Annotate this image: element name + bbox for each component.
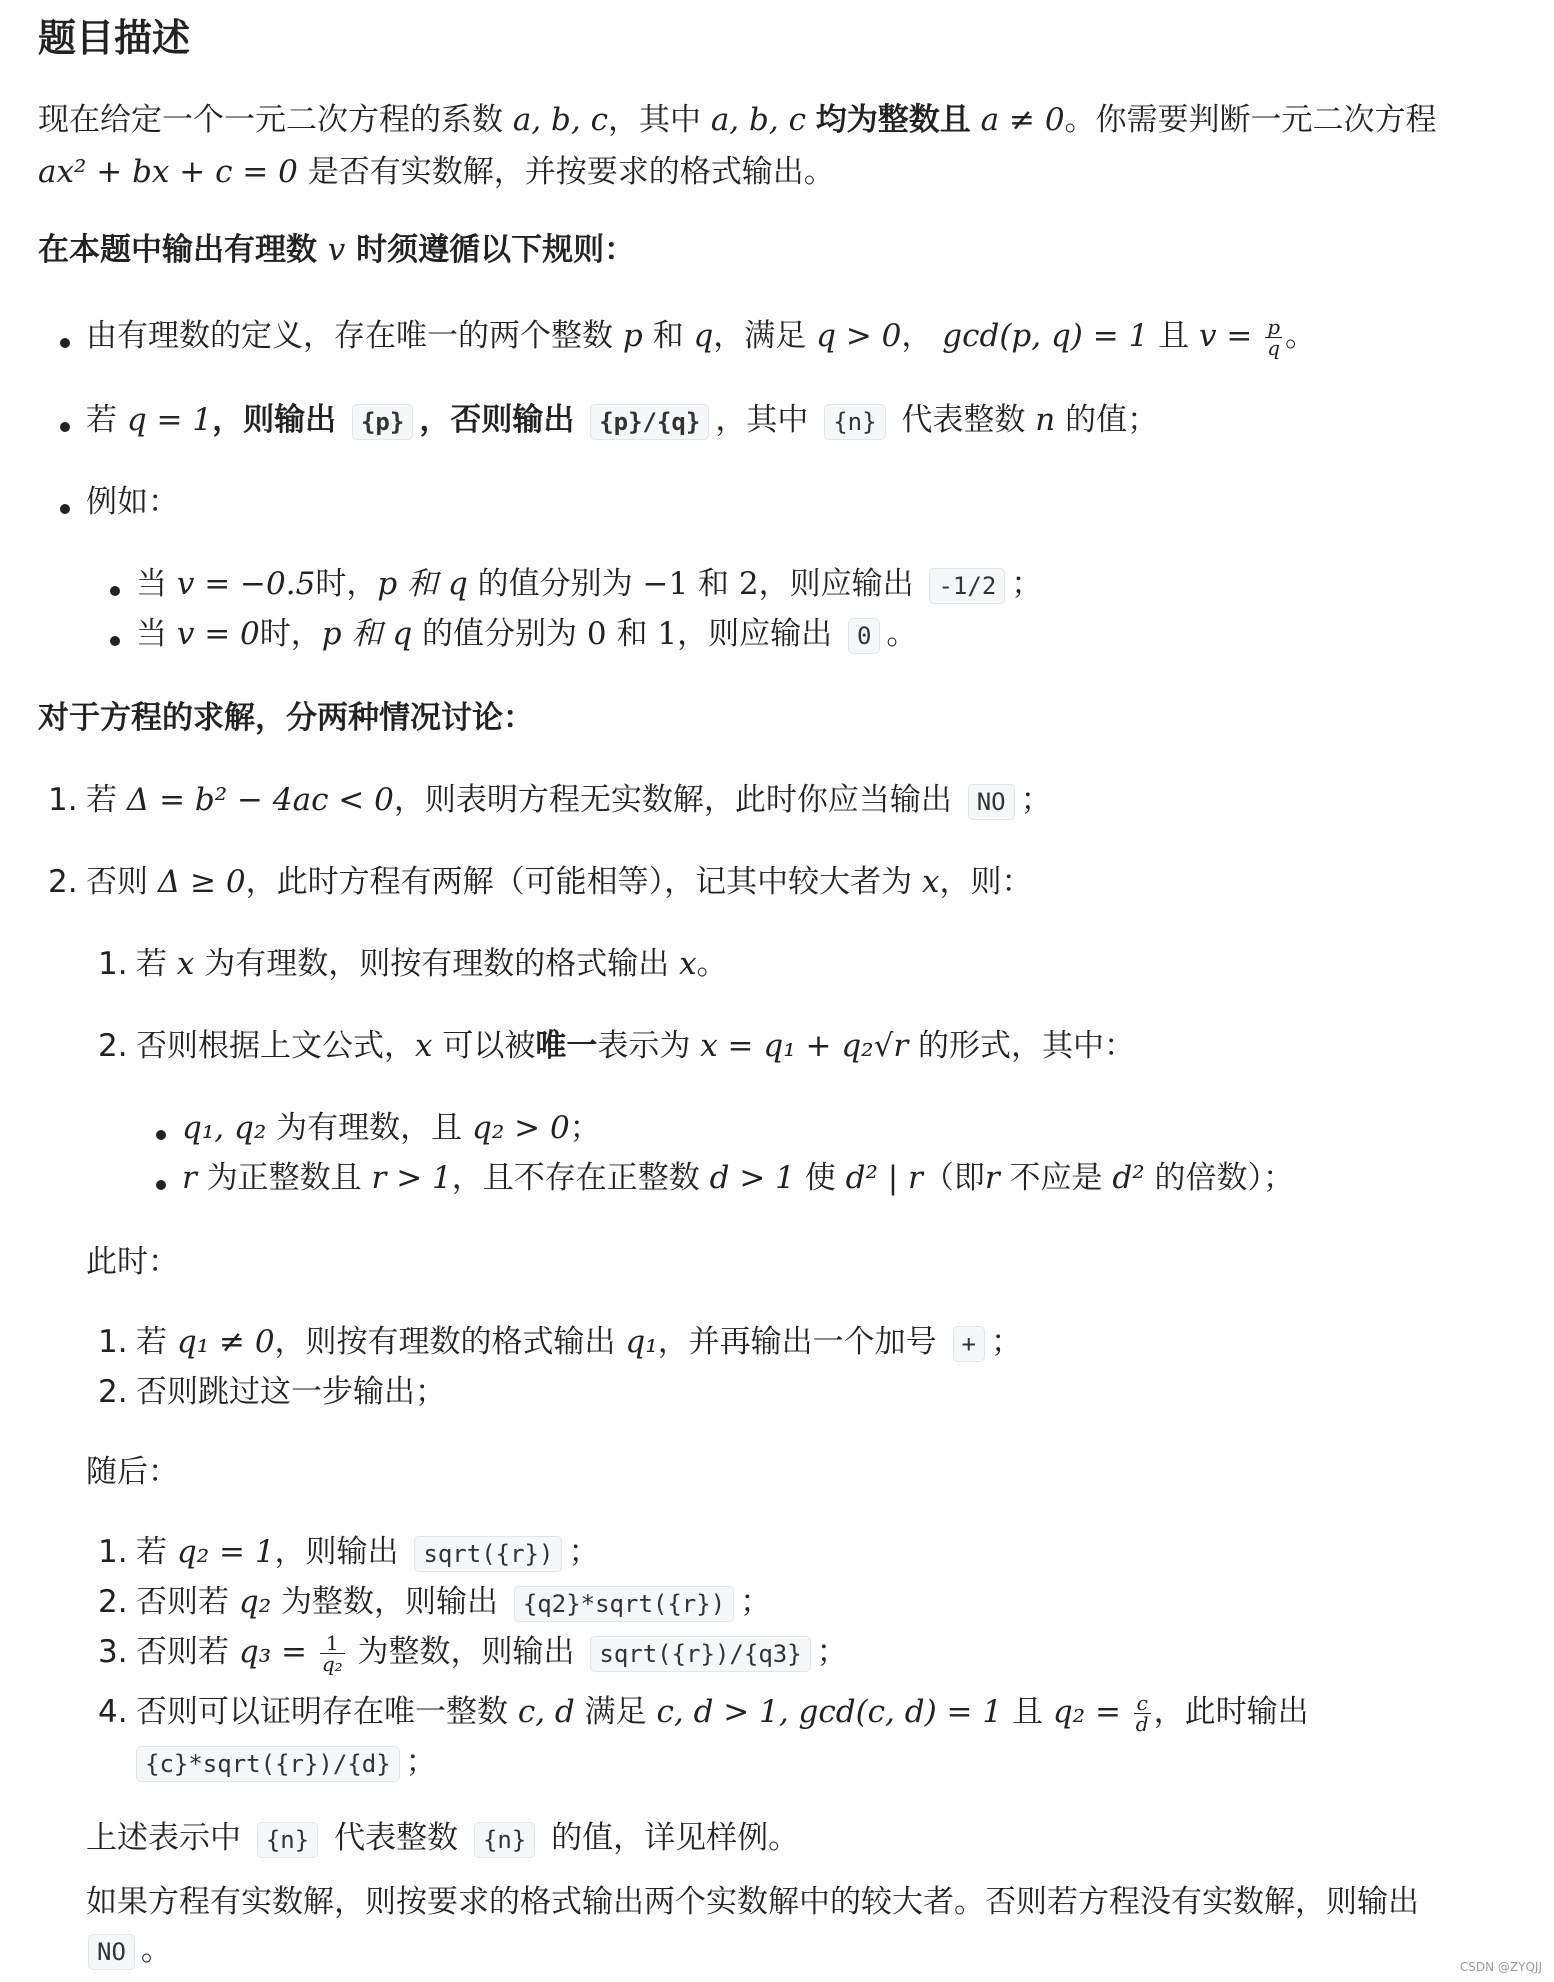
math-v-value: v = −0.5 [176, 566, 316, 602]
text: 为正整数且 [206, 1160, 362, 1196]
inline-code: {n} [257, 1822, 318, 1858]
text: 否则 [86, 864, 148, 900]
math-q1-neq-0: q₁ ≠ 0 [176, 1324, 275, 1360]
text: ，且不存在正整数 [451, 1160, 700, 1196]
text: 否则可以证明存在唯一整数 [136, 1694, 508, 1730]
text: 为有理数，且 [276, 1110, 463, 1146]
math-r: r [182, 1160, 197, 1196]
text: ； [991, 1324, 1022, 1360]
now-item-1 [136, 1320, 1022, 1364]
text: 可以被 [442, 1028, 536, 1064]
inline-code: {p}/{q} [590, 404, 709, 440]
text: 若 [136, 946, 167, 982]
text: 为有理数，则按有理数的格式输出 [204, 946, 670, 982]
text: 为整数，则输出 [357, 1634, 575, 1670]
example-2 [136, 612, 917, 656]
list-number: 4. [98, 1694, 128, 1730]
text: 当 [136, 616, 167, 652]
text: 和 [616, 616, 648, 652]
page-title: 题目描述 [38, 16, 191, 60]
math-discriminant: Δ = b² − 4ac < 0 [126, 782, 394, 818]
text: 的倍数）； [1154, 1160, 1295, 1196]
math-c-d: c, d [517, 1694, 575, 1730]
math-v-eq: v = [1199, 318, 1253, 354]
math-p-and-q: p 和 q [321, 616, 413, 652]
math-discriminant: Δ ≥ 0 [157, 864, 246, 900]
text: 不应是 [1009, 1160, 1103, 1196]
text: 。 [1285, 318, 1317, 354]
text: 否则若 [136, 1634, 229, 1670]
now-heading: 此时： [86, 1244, 179, 1280]
math-equation: ax² + bx + c = 0 [38, 154, 298, 190]
text: ； [569, 1110, 601, 1146]
text: 满足 [584, 1694, 647, 1730]
text: 时， [259, 616, 322, 652]
bullet [156, 1130, 166, 1140]
sub-case-2 [136, 1024, 1135, 1068]
heading-text: 在本题中输出有理数 [38, 232, 317, 268]
math-divides: d² | r [845, 1160, 923, 1196]
fraction-c-over-d [1134, 1693, 1151, 1734]
then-item-4-code [130, 1740, 437, 1784]
text: ，则： [939, 864, 1033, 900]
then-item-1 [136, 1530, 599, 1574]
frac-top: 1 [320, 1633, 345, 1654]
then-item-3 [136, 1630, 848, 1674]
text: ，则表明方程无实数解，此时你应当输出 [393, 782, 952, 818]
rule-heading [38, 228, 635, 272]
text: 代表整数 [901, 402, 1026, 438]
inline-code: -1/2 [929, 568, 1005, 604]
text: ，满足 [713, 318, 807, 354]
case-1 [86, 778, 1052, 822]
sub-case-2-bullet-1 [182, 1106, 601, 1150]
fraction-1-over-q2 [320, 1633, 345, 1674]
final-line-2 [82, 1928, 172, 1972]
text: ； [405, 1744, 437, 1780]
math-q: q [693, 318, 714, 354]
text: ； [816, 1634, 848, 1670]
math-q-eq-1: q = 1 [126, 402, 213, 438]
inline-code: NO [968, 784, 1015, 820]
inline-code: {p} [352, 404, 413, 440]
rule-bullet-3: 例如： [86, 484, 179, 520]
math-x: x [176, 946, 195, 982]
then-item-2 [136, 1580, 771, 1624]
example-1 [136, 562, 1042, 606]
text: 的值； [1065, 402, 1159, 438]
fraction-p-over-q [1265, 317, 1282, 358]
inline-code: sqrt({r}) [414, 1536, 562, 1572]
text: 使 [804, 1160, 836, 1196]
text: 当 [136, 566, 167, 602]
inline-code: {n} [824, 404, 885, 440]
rule-bullet-1: 由有理数的定义，存在唯一的两个整数 p 和 q，满足 q > 0， gcd(p, q) = 1 且 v = $\frac{p}{q}$ 。 [86, 315, 1317, 360]
text: 上述表示中 [86, 1820, 241, 1856]
text: ，此时输出 [1153, 1694, 1309, 1730]
text: 且 [1158, 318, 1190, 354]
text: 由有理数的定义，存在唯一的两个整数 [86, 318, 613, 354]
inline-code: {n} [474, 1822, 535, 1858]
math-q2: q₂ [238, 1584, 272, 1620]
bullet [60, 504, 70, 514]
frac-bottom: q₂ [321, 1652, 343, 1676]
text: 。 [886, 616, 918, 652]
text: 若 [86, 782, 117, 818]
text: ； [1011, 566, 1043, 602]
inline-code: + [953, 1326, 985, 1362]
inline-code: sqrt({r})/{q3} [590, 1636, 810, 1672]
math-x: x [922, 864, 940, 900]
text: 。 [696, 946, 728, 982]
text: 的值，详见样例。 [551, 1820, 800, 1856]
heading-text: 时须遵循以下规则： [356, 232, 636, 268]
final-line-1: 如果方程有实数解，则按要求的格式输出两个实数解中的较大者。否则若方程没有实数解，则输出 [86, 1884, 1419, 1920]
math-a-neq-0: a ≠ 0 [980, 102, 1065, 138]
list-number: 2. [98, 1028, 128, 1064]
watermark: CSDN @ZYQJJ [1459, 1960, 1542, 1974]
intro-text: 现在给定一个一元二次方程的系数 [38, 102, 503, 138]
inline-code: NO [88, 1934, 135, 1970]
text: 的形式，其中： [918, 1028, 1136, 1064]
math-value: 2 [738, 566, 759, 602]
bold-text: 唯一 [535, 1028, 598, 1064]
sub-case-1 [136, 942, 728, 986]
text: 代表整数 [334, 1820, 459, 1856]
solve-heading: 对于方程的求解，分两种情况讨论： [38, 700, 534, 736]
representation-note [86, 1816, 799, 1860]
text: 若 [86, 402, 117, 438]
intro-text: 。你需要判断一元二次方程 [1064, 102, 1437, 138]
bold-text: ，否则输出 [419, 402, 575, 438]
text: ； [740, 1584, 772, 1620]
intro-text: 是否有实数解，并按要求的格式输出。 [307, 154, 835, 190]
then-item-4 [136, 1690, 1309, 1734]
text: 若 [136, 1324, 167, 1360]
math-d-squared: d² [1112, 1160, 1145, 1196]
math-p-and-q: p 和 q [377, 566, 468, 602]
text: ，则应输出 [758, 566, 914, 602]
list-number: 2. [98, 1374, 128, 1410]
frac-bottom: d [1135, 1712, 1149, 1736]
inline-code: {c}*sqrt({r})/{d} [136, 1746, 400, 1782]
then-heading: 随后： [86, 1454, 179, 1490]
now-item-2: 否则跳过这一步输出； [136, 1374, 446, 1410]
bullet [156, 1180, 166, 1190]
frac-top: c [1134, 1693, 1151, 1714]
sub-case-2-bullet-2 [182, 1156, 1294, 1200]
text: 为整数，则输出 [281, 1584, 498, 1620]
bullet [110, 586, 120, 596]
math-p: p [622, 318, 643, 354]
text: ，此时方程有两解（可能相等），记其中较大者为 [245, 864, 913, 900]
text: 。 [140, 1932, 172, 1968]
math-v-value: v = 0 [176, 616, 260, 652]
text: ，则应输出 [677, 616, 833, 652]
math-gcd: gcd(p, q) = 1 [942, 318, 1149, 354]
text: 否则若 [136, 1584, 229, 1620]
text: ； [1020, 782, 1052, 818]
math-x: x [415, 1028, 433, 1064]
math-q2-eq: q₂ = [1052, 1694, 1121, 1730]
bullet [110, 636, 120, 646]
text: ，其中 [715, 402, 809, 438]
math-q-gt-0: q > 0 [816, 318, 902, 354]
math-abc: a, b, c [512, 102, 608, 138]
math-d-gt-1: d > 1 [709, 1160, 795, 1196]
bold-text: ，则输出 [212, 402, 337, 438]
text: ，则输出 [274, 1534, 399, 1570]
text: 和 [698, 566, 730, 602]
text: 的值分别为 [422, 616, 578, 652]
frac-top: p [1267, 315, 1281, 339]
text: ； [568, 1534, 600, 1570]
intro-line-2 [38, 150, 835, 194]
list-number: 1. [98, 1534, 128, 1570]
list-number: 1. [98, 1324, 128, 1360]
text: （即 [922, 1160, 985, 1196]
math-n: n [1035, 402, 1056, 438]
math-abc: a, b, c [710, 102, 806, 138]
intro-text: ，其中 [607, 102, 701, 138]
math-form: x = q₁ + q₂√r [700, 1028, 909, 1064]
text: 和 [652, 318, 684, 354]
text: ，则按有理数的格式输出 [274, 1324, 616, 1360]
math-cd-condition: c, d > 1, gcd(c, d) = 1 [656, 1694, 1003, 1730]
list-number: 1. [98, 946, 128, 982]
math-r: r [984, 1160, 1000, 1196]
math-q1: q₁ [625, 1324, 658, 1360]
math-value: −1 [642, 566, 689, 602]
list-number: 1. [48, 782, 78, 818]
text: 否则根据上文公式， [136, 1028, 415, 1064]
text: ，并再输出一个加号 [657, 1324, 937, 1360]
bullet [60, 338, 70, 348]
math-q1-q2: q₁, q₂ [182, 1110, 267, 1146]
math-q2-eq-1: q₂ = 1 [176, 1534, 275, 1570]
math-q3-eq: q₃ = [238, 1634, 307, 1670]
intro-bold: 均为整数且 [815, 102, 971, 138]
text: 且 [1011, 1694, 1043, 1730]
math-v: v [327, 232, 346, 268]
list-number: 2. [98, 1584, 128, 1620]
intro-line-1 [38, 98, 1437, 142]
list-number: 3. [98, 1634, 128, 1670]
math-x: x [679, 946, 697, 982]
math-value: 1 [657, 616, 678, 652]
frac-bottom: q [1267, 336, 1281, 360]
text: 表示为 [597, 1028, 691, 1064]
text: 时， [315, 566, 378, 602]
inline-code: 0 [848, 618, 880, 654]
text: 的值分别为 [477, 566, 633, 602]
list-number: 2. [48, 864, 78, 900]
math-r-gt-1: r > 1 [371, 1160, 452, 1196]
math-q2-gt-0: q₂ > 0 [471, 1110, 570, 1146]
bullet [60, 422, 70, 432]
case-2 [86, 860, 1033, 904]
text: 若 [136, 1534, 167, 1570]
rule-bullet-2 [86, 398, 1158, 442]
math-value: 0 [586, 616, 607, 652]
inline-code: {q2}*sqrt({r}) [514, 1586, 734, 1622]
